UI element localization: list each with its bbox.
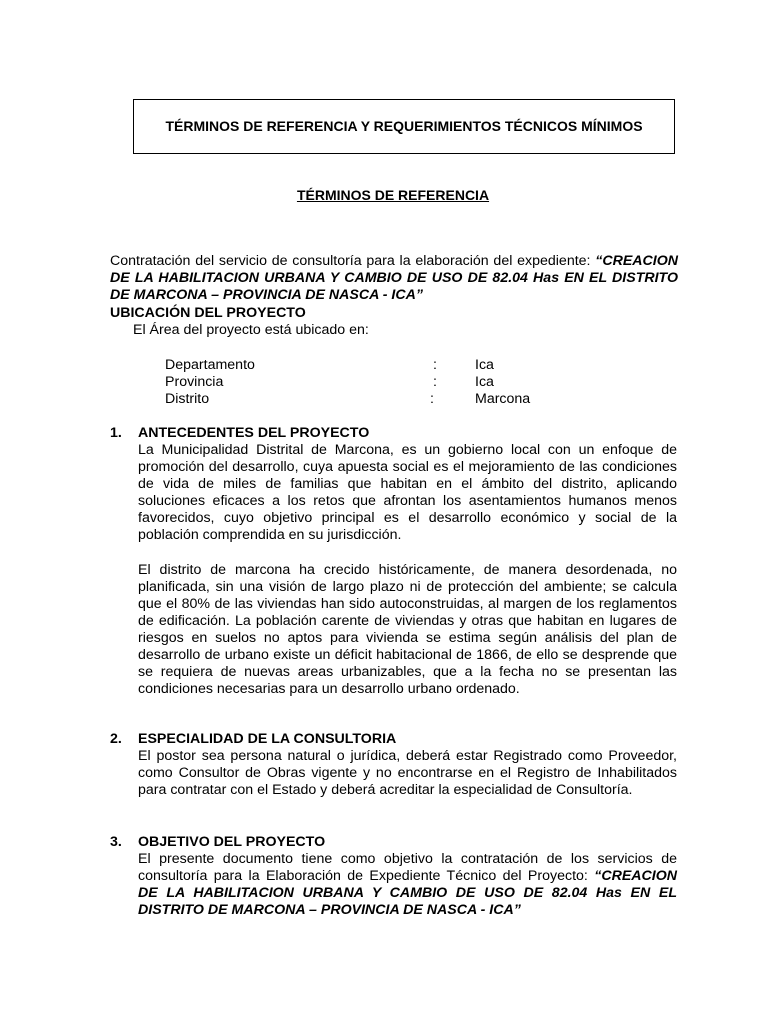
section-project-name: “CREACION DE LA HABILITACION URBANA Y CAMBIO DE USO DE 82.04 Has EN EL DISTRITO DE MARCONA – PROVINCIA DE NASCA - ICA” — [138, 868, 677, 918]
section-number: 2. — [110, 731, 122, 747]
document-title-box — [133, 99, 675, 154]
location-value: Ica — [475, 357, 494, 373]
intro-paragraph — [110, 253, 678, 304]
intro-project-name: “CREACION DE LA HABILITACION URBANA Y CAMBIO DE USO DE 82.04 Has EN EL DISTRITO DE MARCONA – PROVINCIA DE NASCA - ICA” — [110, 253, 678, 303]
section-paragraph: El distrito de marcona ha crecido históricamente, de manera desordenada, no planificada, sin una visión de largo plazo ni de protección del ambiente; se calcula que el 80% de las viviendas han sido autoconstruidas, al margen de los reglamentos de edificación. La población carente de viviendas y otras que habitan en lugares de riesgos en suelos no aptos para vivienda se estima según análisis del plan de desarrollo de urbano existe un déficit habitacional de 1866, de ello se desprende que se requiera de nuevas areas urbanizables, que a la fecha no se presentan las condiciones necesarias para un desarrollo urbano ordenado. — [138, 562, 677, 697]
section-title: ESPECIALIDAD DE LA CONSULTORIA — [138, 731, 397, 747]
location-label: Distrito — [165, 391, 210, 407]
location-subheading: El Área del proyecto está ubicado en: — [133, 322, 369, 338]
section-title: ANTECEDENTES DEL PROYECTO — [138, 425, 370, 441]
location-colon: : — [433, 374, 437, 390]
section-text: El presente documento tiene como objetivo la contratación de los servicios de consultoría para la Elaboración de Expediente Técnico del Proyecto: — [138, 851, 677, 884]
intro-text: Contratación del servicio de consultoría para la elaboración del expediente: — [110, 253, 596, 269]
section-paragraph — [138, 851, 677, 919]
location-value: Marcona — [475, 391, 531, 407]
location-label: Departamento — [165, 357, 255, 373]
location-row — [0, 374, 768, 391]
section-subtitle: TÉRMINOS DE REFERENCIA — [296, 187, 490, 203]
section-paragraph: El postor sea persona natural o jurídica, deberá estar Registrado como Proveedor, como Consultor de Obras vigente y no encontrarse en el Registro de Inhabilitados para contratar con el Estado y deberá acreditar la especialidad de Consultoría. — [138, 748, 677, 798]
section-number: 3. — [110, 834, 122, 850]
location-row — [0, 391, 768, 408]
section-title: OBJETIVO DEL PROYECTO — [138, 834, 326, 850]
location-heading: UBICACIÓN DEL PROYECTO — [110, 305, 306, 321]
location-row — [0, 357, 768, 374]
location-value: Ica — [475, 374, 494, 390]
location-label: Provincia — [165, 374, 224, 390]
section-number: 1. — [110, 425, 122, 441]
location-colon: : — [433, 357, 437, 373]
section-paragraph: La Municipalidad Distrital de Marcona, es un gobierno local con un enfoque de promoción del desarrollo, cuya apuesta social es el mejoramiento de las condiciones de vida de miles de familias que habitan en el ámbito del distrito, aplicando soluciones eficaces a los retos que afrontan los asentamientos humanos menos favorecidos, cuyo objetivo principal es el desarrollo económico y social de la población comprendida en su jurisdicción. — [138, 442, 677, 543]
document-title: TÉRMINOS DE REFERENCIA Y REQUERIMIENTOS TÉCNICOS MÍNIMOS — [165, 118, 643, 134]
location-colon: : — [430, 391, 434, 407]
